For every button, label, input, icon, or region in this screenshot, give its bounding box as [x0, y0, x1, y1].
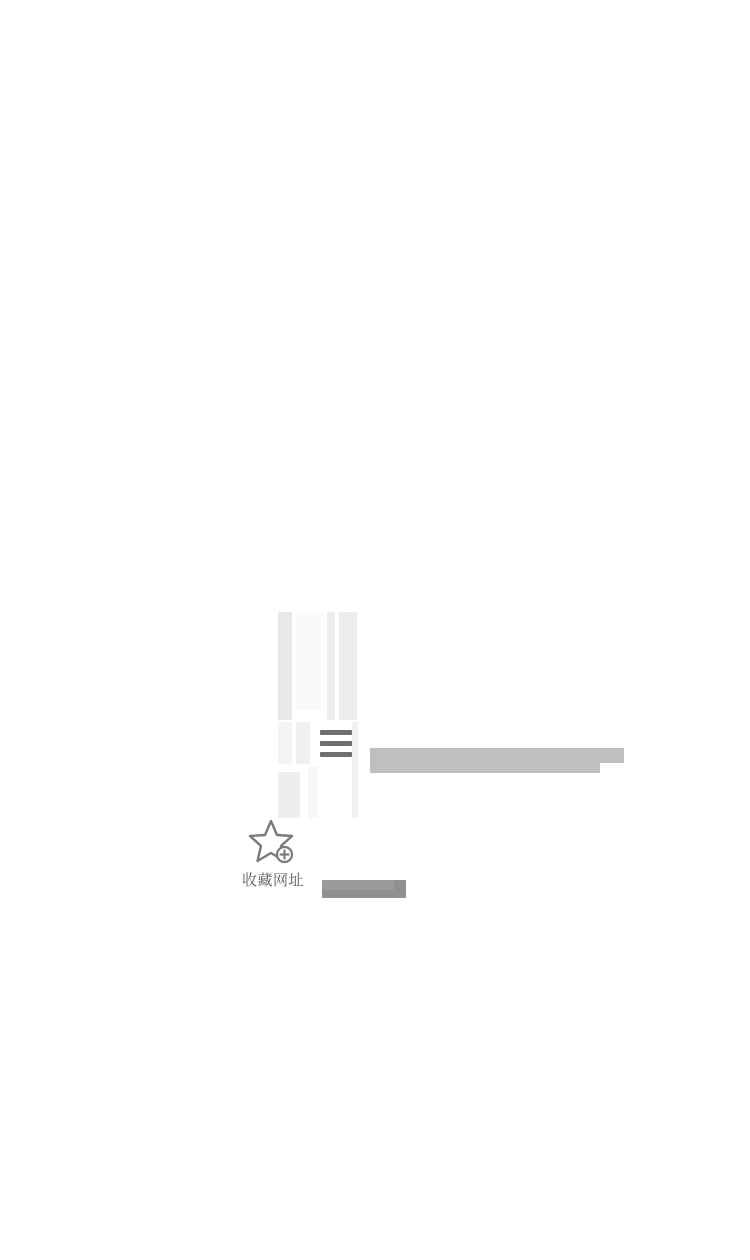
- favorite-site-label: 收藏网址: [241, 872, 304, 889]
- star-plus-icon: [247, 818, 299, 868]
- hamburger-line: [320, 741, 352, 746]
- skeleton-block: [278, 612, 292, 720]
- redacted-title-bar-secondary: [370, 763, 600, 773]
- skeleton-block: [352, 722, 358, 818]
- skeleton-block: [308, 766, 318, 818]
- skeleton-block: [296, 612, 324, 710]
- skeleton-block: [327, 612, 335, 720]
- skeleton-block: [278, 722, 292, 764]
- hamburger-menu-icon[interactable]: [320, 730, 352, 758]
- hamburger-line: [320, 752, 352, 757]
- skeleton-block: [278, 772, 300, 818]
- favorite-site-button[interactable]: [238, 818, 308, 900]
- redacted-subtitle-bar-secondary: [322, 880, 394, 890]
- hamburger-line: [320, 730, 352, 735]
- skeleton-block: [339, 612, 357, 720]
- skeleton-block: [296, 722, 310, 764]
- redacted-title-bar: [370, 748, 624, 763]
